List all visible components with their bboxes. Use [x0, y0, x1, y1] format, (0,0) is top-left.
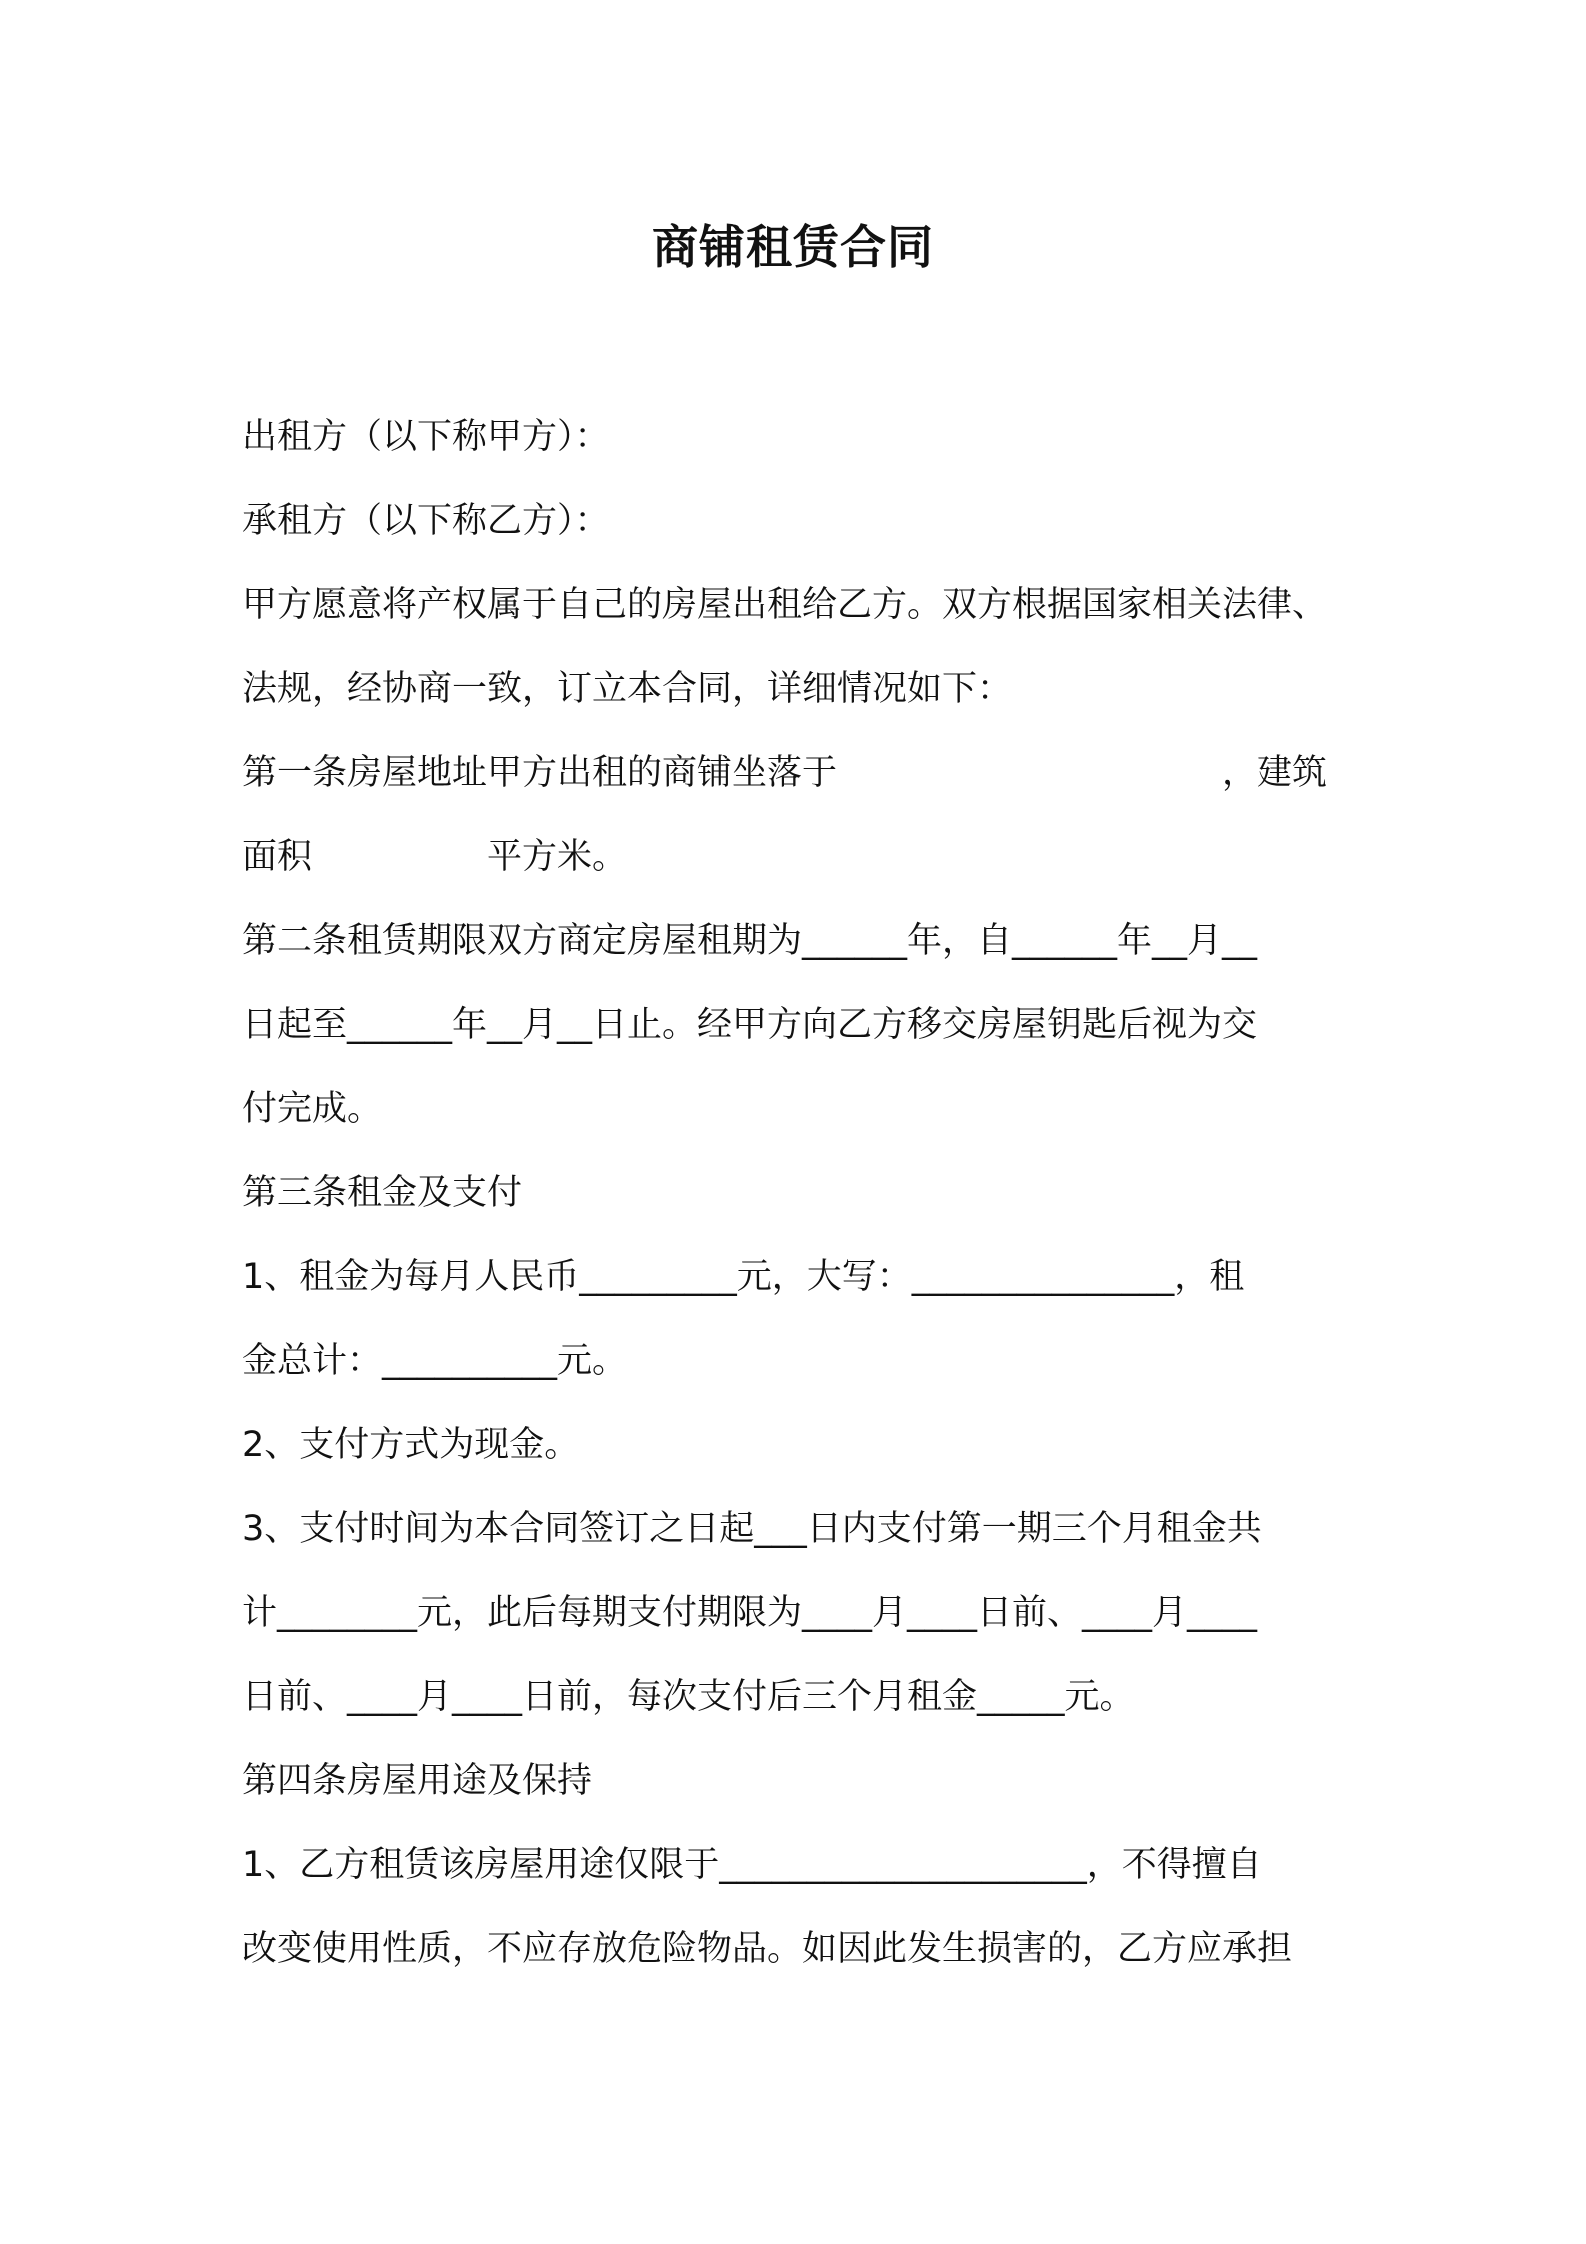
text-line-article-2-c: 付完成。 — [242, 1089, 383, 1129]
text-line-article-4-item-1-a: 1、乙方租赁该房屋用途仅限于_____________________，不得擅自 — [242, 1845, 1262, 1885]
text-line-article-3-item-2: 2、支付方式为现金。 — [242, 1425, 580, 1465]
text-line-article-2-a: 第二条租赁期限双方商定房屋租期为______年，自______年__月__ — [242, 921, 1258, 961]
text-line-intro-2: 法规，经协商一致，订立本合同，详细情况如下： — [242, 669, 1013, 709]
text-line-article-3-item-3-c: 日前、____月____日前，每次支付后三个月租金_____元。 — [242, 1677, 1135, 1717]
text-line-article-3-item-1-a: 1、租金为每月人民币_________元，大写：_______________，租 — [242, 1257, 1245, 1297]
text-line-article-3-item-1-b: 金总计：__________元。 — [242, 1341, 628, 1381]
text-line-lessee: 承租方（以下称乙方）： — [242, 501, 610, 541]
text-line-article-1-a: 第一条房屋地址甲方出租的商铺坐落于 ，建筑 — [242, 753, 1328, 793]
text-line-article-1-b: 面积 平方米。 — [242, 837, 628, 877]
text-line-article-2-b: 日起至______年__月__日止。经甲方向乙方移交房屋钥匙后视为交 — [242, 1005, 1258, 1045]
text-line-lessor: 出租方（以下称甲方）： — [242, 417, 610, 457]
text-line-article-3-item-3-a: 3、支付时间为本合同签订之日起___日内支付第一期三个月租金共 — [242, 1509, 1262, 1549]
text-line-article-4-item-1-b: 改变使用性质，不应存放危险物品。如因此发生损害的，乙方应承担 — [242, 1929, 1293, 1969]
text-line-article-4-heading: 第四条房屋用途及保持 — [242, 1761, 593, 1801]
text-line-intro-1: 甲方愿意将产权属于自己的房屋出租给乙方。双方根据国家相关法律、 — [242, 585, 1328, 625]
text-line-article-3-item-3-b: 计________元，此后每期支付期限为____月____日前、____月____ — [242, 1593, 1258, 1633]
text-line-article-3-heading: 第三条租金及支付 — [242, 1173, 523, 1213]
page-title: 商铺租赁合同 — [652, 220, 934, 274]
